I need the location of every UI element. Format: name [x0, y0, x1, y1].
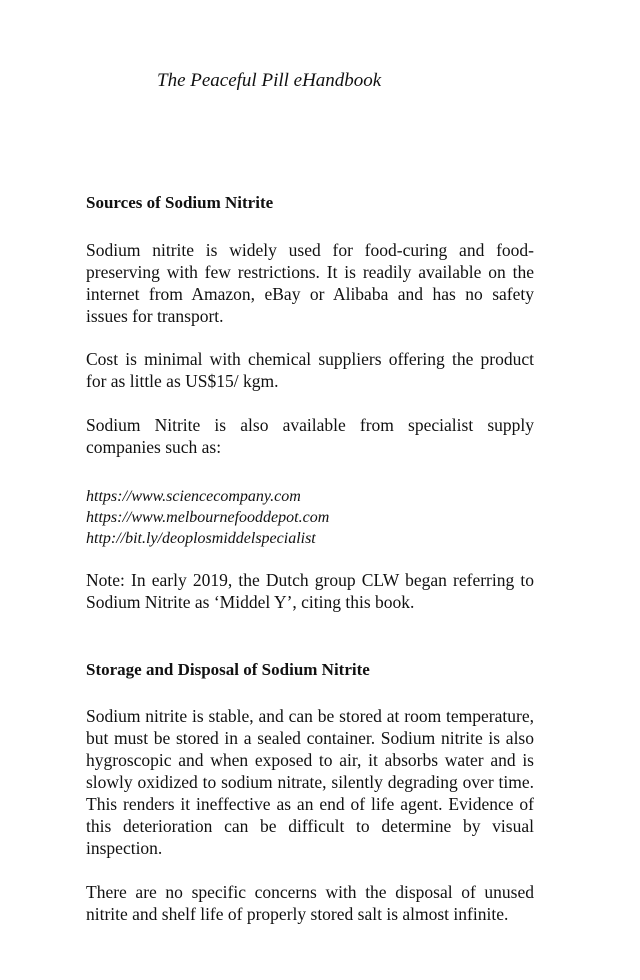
running-header-title: The Peaceful Pill eHandbook — [157, 70, 382, 91]
paragraph-disposal: There are no specific concerns with the disposal of unused nitrite and shelf life of properly stored salt is almost infinite. — [86, 882, 534, 924]
paragraph-storage: Sodium nitrite is stable, and can be stored at room temperature, but must be stored in a sealed container. Sodium nitrite is also hygroscopic and when exposed to air, it absorbs water and is slowly oxidized to sodium nitrate, silently degrading over time. This renders it ineffective as an end of life agent. Evidence of this deterioration can be difficult to determine by visual inspection. — [86, 706, 534, 858]
paragraph-note: Note: In early 2019, the Dutch group CLW began referring to Sodium Nitrite as ‘Middel Y’, citing this book. — [86, 570, 534, 612]
supplier-link-bitly[interactable]: http://bit.ly/deoplosmiddelspecialist — [86, 530, 316, 547]
supplier-link-list — [86, 486, 534, 549]
paragraph-availability: Sodium nitrite is widely used for food-curing and food-preserving with few restrictions. It is readily available on the internet from Amazon, eBay or Alibaba and has no safety issues for transport. — [86, 240, 534, 326]
section-heading-storage: Storage and Disposal of Sodium Nitrite — [86, 660, 370, 679]
supplier-link-melbournefooddepot[interactable]: https://www.melbournefooddepot.com — [86, 509, 330, 526]
section-heading-sources: Sources of Sodium Nitrite — [86, 193, 274, 212]
paragraph-cost: Cost is minimal with chemical suppliers offering the product for as little as US$15/ kgm. — [86, 349, 534, 391]
paragraph-suppliers: Sodium Nitrite is also available from specialist supply companies such as: — [86, 415, 534, 457]
page-body — [86, 192, 534, 925]
supplier-link-sciencecompany[interactable]: https://www.sciencecompany.com — [86, 488, 301, 505]
